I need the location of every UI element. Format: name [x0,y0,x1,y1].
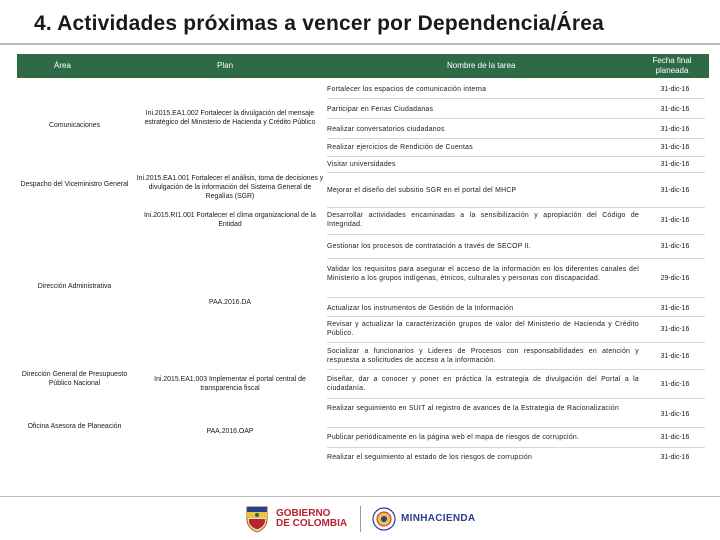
row-divider [327,342,705,343]
page-title: 4. Actividades próximas a vencer por Dependencia/Área [34,12,605,35]
row-divider [327,172,705,173]
logo-divider [360,506,361,532]
row-divider [327,398,705,399]
title-divider [0,43,720,45]
task-name: Revisar y actualizar la caracterización grupos de valor del Ministerio de Hacienda y Crédito Público. [327,321,639,337]
task-date: 31-dic-16 [660,86,690,93]
row-divider [327,447,705,448]
task-date: 31-dic-16 [660,106,690,113]
task-date: 31-dic-16 [660,161,690,168]
task-name: Participar en Ferias Ciudadanas [327,106,434,113]
task-date: 31-dic-16 [660,454,690,461]
task-date: 31-dic-16 [660,305,690,312]
task-date: 31-dic-16 [660,144,690,151]
table-header [17,54,709,78]
row-divider [327,369,705,370]
header-task-name: Nombre de la tarea [447,61,516,70]
logo-minhacienda-text: MINHACIENDA [401,513,476,524]
logo-gobierno-line1: GOBIERNO [276,508,331,519]
task-name: Visitar universidades [327,161,396,168]
task-date: 29-dic-16 [660,275,690,282]
task-name: Realizar seguimiento en SUIT al registro de avances de la Estrategia de Racionalización [327,405,620,412]
row-divider [327,138,705,139]
area-cell: Dirección Administrativa [37,283,112,290]
task-name: Realizar ejercicios de Rendición de Cuentas [327,144,473,151]
minhacienda-logo [372,504,475,534]
area-cell: Dirección General de Presupuesto Público Nacional [21,371,128,387]
task-name: Desarrollar actividades encaminadas a la sensibilización y apropiación del Código de Integridad. [327,212,639,228]
task-name: Gestionar los procesos de contratación a través de SECOP II. [327,243,532,250]
activities-table [17,80,709,468]
area-cell: Oficina Asesora de Planeación [27,423,122,430]
task-name: Socializar a funcionarios y Lideres de Procesos con responsabilidades en atención y respuesta a solicitudes de acceso a la información. [327,348,639,364]
row-divider [327,98,705,99]
task-date: 31-dic-16 [660,126,690,133]
task-name: Publicar periódicamente en la página web el mapa de riesgos de corrupción. [327,434,580,441]
plan-cell: PAA.2016.OAP [206,428,254,435]
task-date: 31-dic-16 [660,187,690,194]
header-end-date: Fecha final planeada [652,56,692,75]
area-cell: Despacho del Viceministro General [20,181,129,188]
task-date: 31-dic-16 [660,353,690,360]
row-divider [327,316,705,317]
logo-gobierno-line2: DE COLOMBIA [276,518,348,529]
row-divider [327,156,705,157]
row-divider [327,427,705,428]
row-divider [327,207,705,208]
task-name: Fortalecer los espacios de comunicación interna [327,86,487,93]
header-area: Área [54,61,71,70]
header-plan: Plan [217,61,234,70]
task-date: 31-dic-16 [660,381,690,388]
row-divider [327,118,705,119]
task-date: 31-dic-16 [660,326,690,333]
plan-cell: Ini.2015.EA1.002 Fortalecer la divulgación del mensaje estratégico del Ministerio de Hacienda y Crédito Público [144,110,316,126]
task-name: Diseñar, dar a conocer y poner en práctica la estrategia de divulgación del Portal a la ciudadanía. [327,376,639,392]
plan-cell: Ini.2015.RI1.001 Fortalecer el clima organizacional de la Entidad [144,212,316,228]
task-name: Realizar conversatorios ciudadanos [327,126,445,133]
task-date: 31-dic-16 [660,411,690,418]
plan-cell: Ini.2015.EA1.001 Fortalecer el análisis, toma de decisiones y divulgación de la información del Sistema General de Regalías (SGR) [136,175,324,200]
task-date: 31-dic-16 [660,434,690,441]
task-date: 31-dic-16 [660,243,690,250]
minhacienda-emblem-icon [372,507,396,531]
task-name: Actualizar los instrumentos de Gestión de la Información [327,305,514,312]
colombia-shield-icon [244,504,270,534]
plan-cell: PAA.2016.DA [208,299,251,306]
task-name: Realizar el seguimiento al estado de los riesgos de corrupción [327,454,533,461]
area-cell: Comunicaciones [49,122,100,129]
gobierno-colombia-logo [244,504,347,534]
row-divider [327,297,705,298]
task-name: Mejorar el diseño del subsitio SGR en el portal del MHCP [327,187,517,194]
row-divider [327,234,705,235]
task-name: Validar los requisitos para asegurar el acceso de la información en los diferentes canales del Ministerio a los grupos indígenas, étnicos, culturales y personas con discapacidad. [327,266,639,282]
task-date: 31-dic-16 [660,217,690,224]
row-divider [327,258,705,259]
plan-cell: Ini.2015.EA1.003 Implementar el portal central de transparencia fiscal [154,376,306,392]
footer-divider [0,496,720,497]
